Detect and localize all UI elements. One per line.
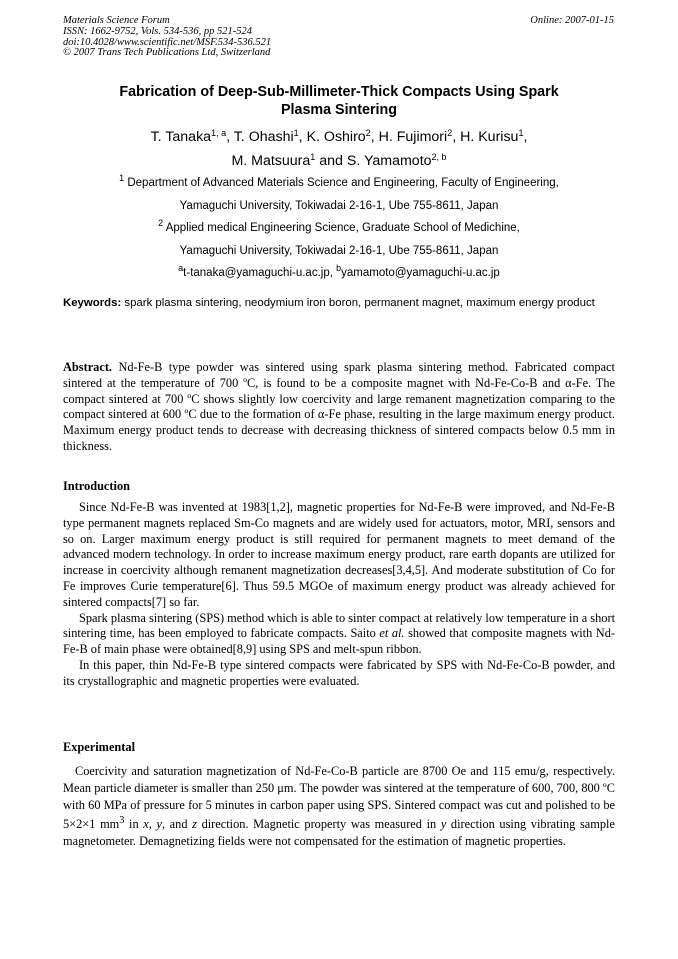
author-name: T. Tanaka: [150, 129, 212, 145]
keywords-text: spark plasma sintering, neodymium iron boron, permanent magnet, maximum energy product: [124, 297, 595, 309]
axis-variable: y: [440, 817, 447, 832]
author-superscript: 2, b: [431, 152, 447, 162]
title-line-2: Plasma Sintering: [280, 102, 397, 118]
keywords: [63, 296, 615, 311]
et-al: et al.: [379, 626, 405, 641]
introduction-paragraph-1: Since Nd-Fe-B was invented at 1983[1,2], magnetic properties for Nd-Fe-B were improved, and Nd-Fe-B type permanent magnets replaced Sm-Co magnets and are widely used for actuators, motor, MRI, sensors and so on. Larger maximum energy product is still required for permanent magnets to meet demand of the advanced modern technology. In order to increase maximum energy product, rare earth dopants are utilized for increase in coercivity although remanent magnetization decreases[3,4,5]. And moderate substitution of Co for Fe improves Curie temperature[6]. Thus 59.5 MGOe of maximum energy product was already achieved for sintered compacts[7] so far.: [63, 500, 615, 609]
abstract-text: Nd-Fe-B type powder was sintered using spark plasma sintering method. Fabricated compact sintered at the temperature of 700 ºC, is found to be a composite magnet with Nd-Fe-Co-B and α-Fe. The compact sintered at 700 ºC shows slightly low coercivity and large remanent magnetization comparing to the compact sintered at 600 ºC due to the formation of α-Fe phase, resulting in the large maximum energy product. Maximum energy product tends to decrease with decreasing thickness of sintered compacts below 0.5 mm in thickness.: [63, 360, 615, 453]
paragraph-text: , and: [161, 817, 188, 832]
email-line: [63, 262, 615, 285]
abstract: [63, 360, 615, 455]
abstract-paragraph: [63, 360, 615, 455]
journal-header: [63, 16, 614, 59]
paper-title: [63, 83, 615, 119]
journal-name: Materials Science Forum: [63, 15, 170, 26]
author-superscript: 1: [310, 152, 316, 162]
introduction-heading: Introduction: [63, 479, 130, 493]
email-address[interactable]: yamamoto@yamaguchi-u.ac.jp: [341, 267, 500, 280]
affiliation-text: Applied medical Engineering Science, Graduate School of Medichine,: [165, 222, 520, 235]
online-date: Online: 2007-01-15: [530, 15, 614, 26]
axis-variable: z: [192, 817, 197, 832]
author-name: T. Ohashi: [233, 129, 294, 145]
author-superscript: 2: [447, 128, 453, 138]
title-line-1: Fabrication of Deep-Sub-Millimeter-Thick Compacts Using Spark: [119, 84, 559, 100]
affiliation-2-line-1: [63, 217, 615, 240]
issn-line: ISSN: 1662-9752, Vols. 534-536, pp 521-524: [63, 25, 252, 37]
paragraph-text: showed that composite magnets with Nd-Fe-B of main phase were obtained[8,9] using SPS and melt-spun ribbon.: [63, 626, 615, 657]
unit-superscript: 3: [119, 815, 125, 827]
axis-variable: x: [143, 817, 149, 832]
abstract-label: Abstract.: [63, 360, 113, 374]
paragraph-text: direction. Magnetic property was measured in: [201, 817, 437, 832]
affiliation-1-line-1: [63, 172, 615, 195]
email-address[interactable]: t-tanaka@yamaguchi-u.ac.jp,: [183, 267, 333, 280]
paragraph-text: Spark plasma sintering (SPS) method which is able to sinter compact at relatively low temperature in a short sintering time, has been employed to fabricate compacts. Saito: [63, 610, 615, 641]
doi-line: doi:10.4028/www.scientific.net/MSF.534-536.521: [63, 36, 272, 48]
axis-variable: y: [156, 817, 162, 832]
author-conjunction: and: [319, 153, 343, 169]
author-name: M. Matsuura: [231, 153, 311, 169]
affiliation-text: Department of Advanced Materials Science and Engineering, Faculty of Engineering,: [127, 177, 559, 189]
author-superscript: 1, a: [211, 128, 227, 138]
paragraph-text: ,: [148, 817, 152, 832]
author-name: H. Fujimori: [378, 129, 448, 145]
author-superscript: 1: [293, 128, 299, 138]
introduction-paragraph-3: In this paper, thin Nd-Fe-B type sintered compacts were fabricated by SPS with Nd-Fe-Co-B powder, and its crystallographic and magnetic properties were evaluated.: [63, 657, 615, 688]
experimental-heading: Experimental: [63, 740, 135, 754]
affiliation-1-line-2: Yamaguchi University, Tokiwadai 2-16-1, Ube 755-8611, Japan: [179, 199, 499, 212]
author-name: K. Oshiro: [306, 129, 366, 145]
introduction-paragraph-2: [63, 611, 615, 658]
paragraph-text: Coercivity and saturation magnetization of Nd-Fe-Co-B particle are 8700 Oe and 115 emu/g, respectively. Mean particle diameter is smaller than 250 μm. The powder was sintered at the temperature of 600, 700, 800 ºC with 60 MPa of pressure for 5 minutes in carbon paper using SPS. Sintered compact was cut and polished to be 5×2×1 mm: [63, 764, 615, 832]
experimental-paragraph: [63, 763, 615, 850]
affiliations: [63, 172, 615, 285]
email-marker: a: [178, 263, 184, 274]
copyright-line: © 2007 Trans Tech Publications Ltd, Switzerland: [63, 47, 271, 59]
affiliation-marker: 2: [158, 218, 164, 229]
author-list: [63, 125, 615, 173]
author-name: H. Kurisu: [460, 129, 519, 145]
email-marker: b: [336, 263, 342, 274]
affiliation-2-line-2: Yamaguchi University, Tokiwadai 2-16-1, Ube 755-8611, Japan: [179, 244, 499, 257]
author-superscript: 2: [365, 128, 371, 138]
author-superscript: 1: [518, 128, 524, 138]
paragraph-text: in: [129, 817, 139, 832]
paragraph-text: direction using vibrating sample magnetometer. Demagnetizing fields were not compensated for the estimation of magnetic properties.: [63, 817, 615, 849]
keywords-label: Keywords:: [63, 297, 122, 309]
affiliation-marker: 1: [119, 173, 125, 183]
experimental-body: [63, 763, 615, 850]
author-line-2: [63, 149, 615, 173]
introduction-body: [63, 500, 615, 690]
author-name: S. Yamamoto: [346, 153, 432, 169]
author-line-1: T. Tanaka$^{1, a}$, T. Ohashi$^1$, K. Oshiro$^2$, H. Fujimori$^2$, H. Kurisu$^1$,: [150, 128, 528, 145]
